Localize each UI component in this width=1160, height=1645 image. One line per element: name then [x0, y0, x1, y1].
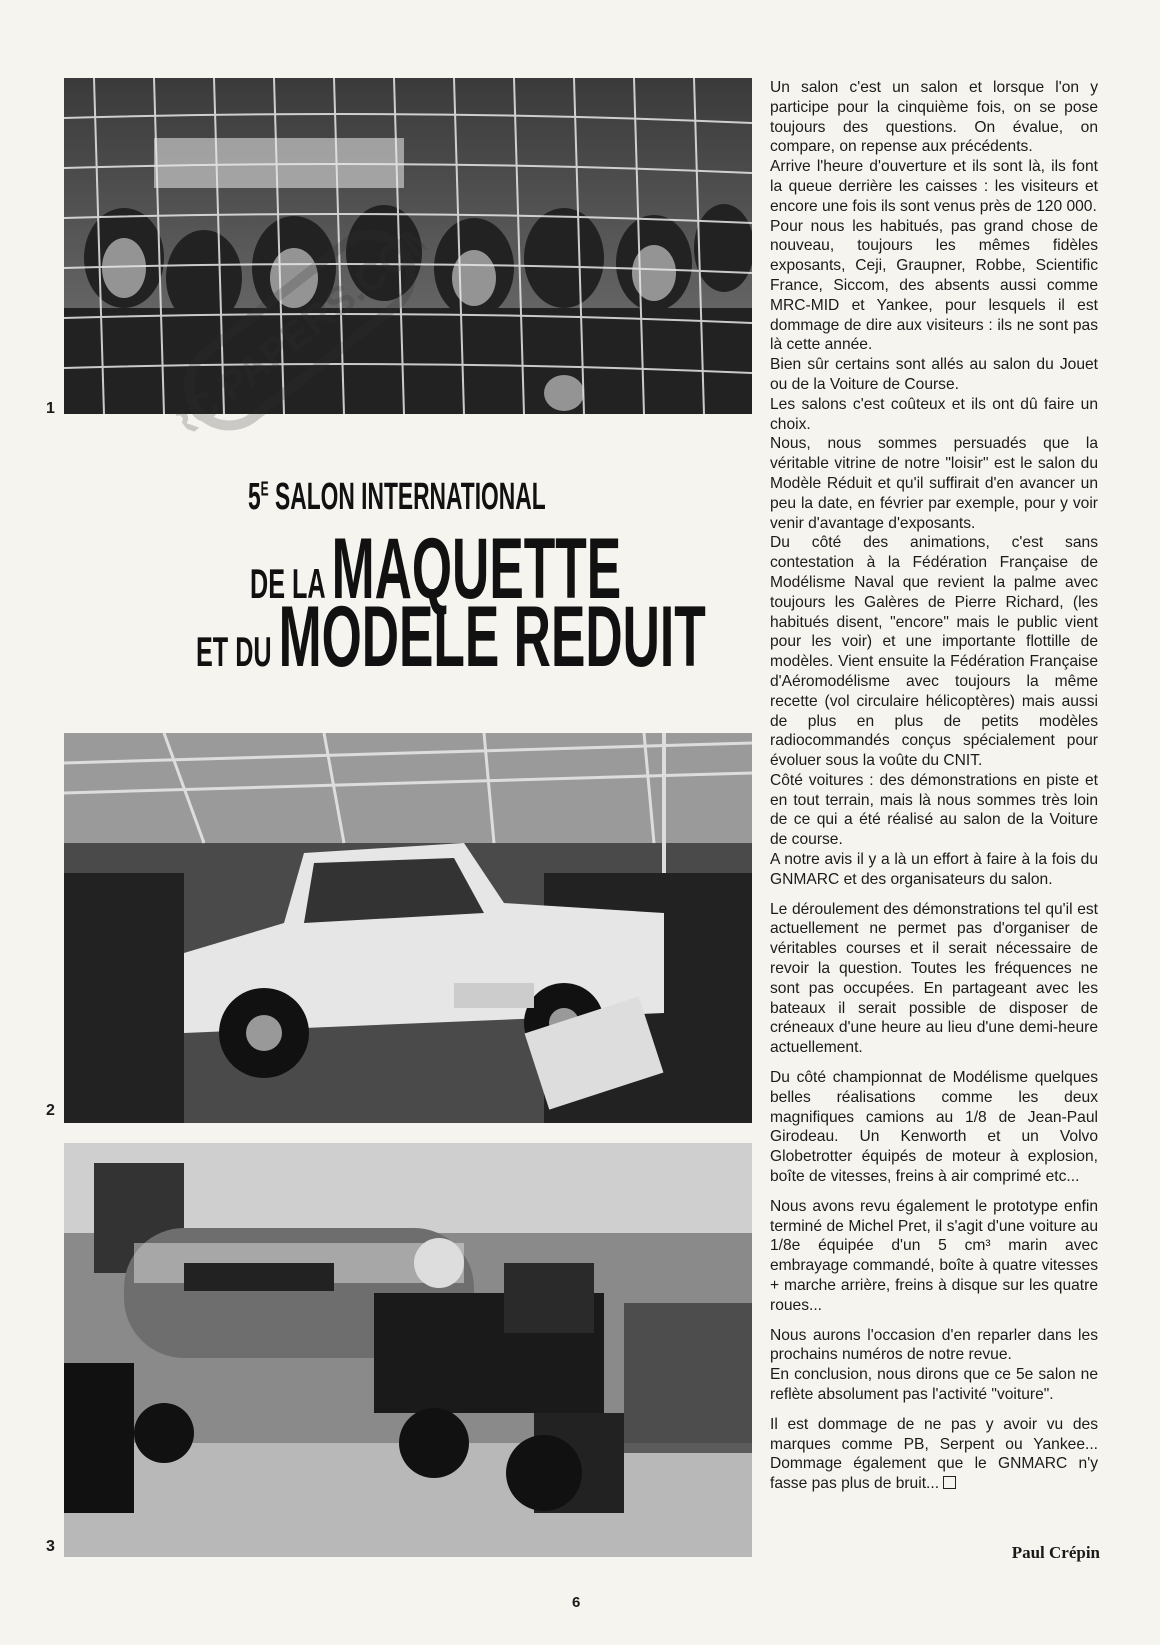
photo-pickup-truck — [64, 733, 752, 1123]
paragraph: Nous aurons l'occasion d'en reparler dans les prochains numéros de notre revue. — [770, 1326, 1098, 1364]
paragraph: A notre avis il y a là un effort à faire à la fois du GNMARC et des organisateurs du salon. — [770, 851, 1098, 888]
title-line2-small: DE LA — [250, 560, 332, 607]
paragraph: En conclusion, nous dirons que ce 5e salon ne reflète absolument pas l'activité "voiture". — [770, 1366, 1098, 1403]
paragraph: Un salon c'est un salon et lorsque l'on y participe pour la cinquième fois, on se pose toujours des questions. On évalue, on compare, on repense aux précédents. — [770, 79, 1098, 156]
paragraph: Le déroulement des démonstrations tel qu'il est actuellement ne permet pas d'organiser de véritables courses et il serait nécessaire de revoir la question. Toutes les fréquences ne sont pas occupées. En partageant avec les bateaux il serait possible de disposer de créneaux d'une heure au lieu d'une demi-heure actuellement. — [770, 900, 1098, 1057]
paragraph: Bien sûr certains sont allés au salon du Jouet ou de la Voiture de Course. — [770, 356, 1098, 393]
photo-number-1: 1 — [46, 400, 55, 417]
paragraph: Nous, nous sommes persuadés que la véritable vitrine de notre "loisir" est le salon du Modèle Réduit et qu'il suffirait d'en avancer un peu la date, en février par exemple, pour y voir venir d'avantage d'exposants. — [770, 435, 1098, 532]
article-body — [770, 78, 1098, 1494]
paragraph: Du côté des animations, c'est sans contestation à la Fédération Française de Modélisme Naval que revient la palme avec toujours les Galères de Pierre Richard, (les habitués disent, "encore" mais le public vient pour les voir) et une importante flottille de modèles. Vient ensuite la Fédération Française d'Aéromodélisme avec toujours la même recette (vol circulaire hélicoptères) mais aussi de plus en plus de petits modèles radiocommandés conçus spécialement pour évoluer sous la voûte du CNIT. — [770, 534, 1098, 770]
paragraph-last — [770, 1415, 1098, 1494]
photo-number-2: 2 — [46, 1102, 55, 1119]
author: Paul Crépin — [1011, 1543, 1100, 1562]
paragraph: Du côté championnat de Modélisme quelques belles réalisations comme les deux magnifiques camions au 1/8 de Jean-Paul Girodeau. Un Kenworth et un Volvo Globetrotter équipés de moteur à explosion, boîte de vitesses, freins à air comprimé etc... — [770, 1069, 1098, 1186]
paragraph: Côté voitures : des démonstrations en piste et en tout terrain, mais là nous sommes très loin de ce qui a été réalisé au salon de la Voiture de course. — [770, 771, 1098, 849]
paragraph: Arrive l'heure d'ouverture et ils sont là, ils font la queue derrière les caisses : les visiteurs et encore une fois ils sont venus près de 120 000. — [770, 158, 1098, 215]
end-mark-icon — [943, 1476, 956, 1489]
paragraph: Pour nous les habitués, pas grand chose de nouveau, toujours les mêmes fidèles exposants, Ceji, Graupner, Robbe, Scientific France, Siccom, des absents aussi comme MRC-MID et Yankee, pour lesquels il est dommage de dire aux visiteurs : ils ne sont pas là cette année. — [770, 217, 1098, 354]
watermark-text: RC PAPERS.COM — [155, 211, 447, 452]
title-line1-rest: SALON INTERNATIONAL — [268, 476, 546, 518]
title-line3-big: MODELE REDUIT — [278, 589, 706, 685]
photo-number-3: 3 — [46, 1538, 55, 1555]
title-sup: E — [260, 478, 269, 501]
paragraph-last-text: Il est dommage de ne pas y avoir vu des marques comme PB, Serpent ou Yankee... Dommage également que le GNMARC n'y fasse pas plus de bruit... — [770, 1415, 1098, 1493]
title-line-3 — [196, 588, 706, 687]
title-num: 5 — [248, 476, 261, 518]
paragraph: Les salons c'est coûteux et ils ont dû faire un choix. — [770, 395, 1098, 433]
title-line3-small: ET DU — [196, 628, 279, 675]
paragraph: Nous avons revu également le prototype enfin terminé de Michel Pret, il s'agit d'une voiture au 1/8e équipée d'un 5 cm³ marin avec embrayage commandé, boîte à quatre vitesses + marche arrière, freins à disque sur les quatre roues... — [770, 1197, 1098, 1314]
title-line2-big: MAQUETTE — [331, 521, 622, 617]
page-number: 6 — [572, 1594, 581, 1611]
photo-tanker-truck — [64, 1143, 752, 1557]
title-line-1 — [248, 476, 546, 519]
